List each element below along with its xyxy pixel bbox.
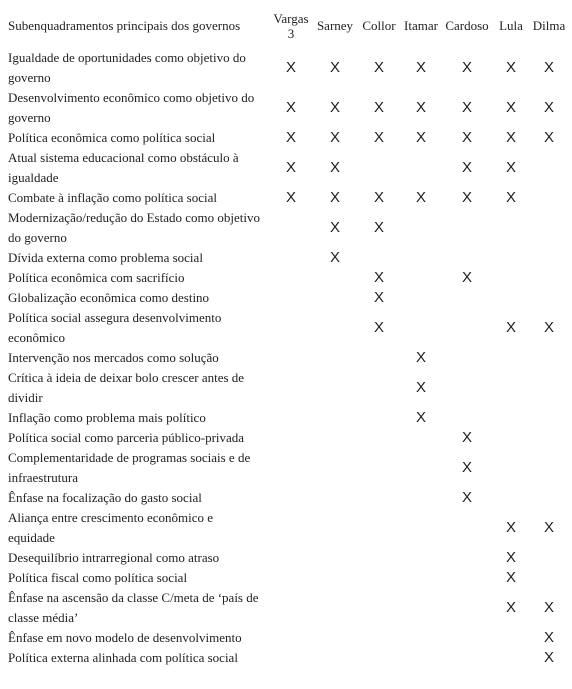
- mark-cell: [312, 508, 356, 548]
- mark-cell: X: [505, 599, 516, 616]
- mark-cell: [268, 288, 312, 308]
- mark-cell: [440, 548, 492, 568]
- mark-cell: X: [543, 599, 554, 616]
- row-label: Ênfase na ascensão da classe C/meta de ‘país de classe média’: [8, 590, 259, 625]
- mark-cell: [400, 548, 440, 568]
- mark-cell: [268, 488, 312, 508]
- mark-cell: [356, 368, 400, 408]
- mark-cell: X: [373, 219, 384, 236]
- mark-cell: X: [505, 569, 516, 586]
- table-row: [6, 548, 568, 568]
- mark-cell: [528, 568, 568, 588]
- mark-cell: [400, 588, 440, 628]
- mark-cell: [268, 268, 312, 288]
- header-vargas: Vargas 3: [273, 11, 309, 41]
- mark-cell: X: [543, 129, 554, 146]
- mark-cell: [492, 628, 528, 648]
- mark-cell: [356, 428, 400, 448]
- row-label: Atual sistema educacional como obstáculo à igualdade: [8, 150, 239, 185]
- mark-cell: [312, 568, 356, 588]
- row-label: Intervenção nos mercados como solução: [8, 350, 219, 365]
- mark-cell: X: [415, 129, 426, 146]
- mark-cell: [356, 348, 400, 368]
- mark-cell: [528, 268, 568, 288]
- table-row: [6, 488, 568, 508]
- mark-cell: [492, 488, 528, 508]
- mark-cell: [356, 508, 400, 548]
- header-subframes: Subenquadramentos principais dos governos: [8, 18, 241, 33]
- mark-cell: [268, 588, 312, 628]
- mark-cell: [528, 208, 568, 248]
- mark-cell: [400, 448, 440, 488]
- mark-cell: X: [373, 289, 384, 306]
- mark-cell: X: [543, 649, 554, 666]
- mark-cell: [268, 308, 312, 348]
- mark-cell: [400, 508, 440, 548]
- mark-cell: X: [461, 129, 472, 146]
- mark-cell: [312, 628, 356, 648]
- mark-cell: [400, 268, 440, 288]
- mark-cell: [268, 428, 312, 448]
- row-label: Aliança entre crescimento econômico e equidade: [8, 510, 214, 545]
- mark-cell: X: [461, 269, 472, 286]
- table-row: [6, 408, 568, 428]
- mark-cell: X: [329, 249, 340, 266]
- mark-cell: X: [505, 549, 516, 566]
- mark-cell: [492, 348, 528, 368]
- mark-cell: [528, 488, 568, 508]
- mark-cell: [440, 208, 492, 248]
- mark-cell: [492, 248, 528, 268]
- row-label: Inflação como problema mais político: [8, 410, 206, 425]
- mark-cell: [400, 208, 440, 248]
- table-row: [6, 268, 568, 288]
- mark-cell: [268, 368, 312, 408]
- mark-cell: [440, 248, 492, 268]
- mark-cell: X: [373, 99, 384, 116]
- row-label: Complementaridade de programas sociais e de infraestrutura: [8, 450, 251, 485]
- mark-cell: X: [373, 189, 384, 206]
- mark-cell: [528, 428, 568, 448]
- mark-cell: X: [329, 99, 340, 116]
- row-label: Globalização econômica como destino: [8, 290, 210, 305]
- mark-cell: X: [285, 99, 296, 116]
- header-dilma: Dilma: [532, 18, 566, 33]
- mark-cell: [400, 648, 440, 668]
- mark-cell: X: [543, 629, 554, 646]
- row-label: Ênfase na focalização do gasto social: [8, 490, 202, 505]
- table-row: [6, 248, 568, 268]
- mark-cell: X: [329, 189, 340, 206]
- mark-cell: X: [505, 519, 516, 536]
- mark-cell: [312, 588, 356, 628]
- mark-cell: [312, 488, 356, 508]
- mark-cell: X: [285, 159, 296, 176]
- mark-cell: [528, 448, 568, 488]
- mark-cell: [400, 428, 440, 448]
- mark-cell: [492, 288, 528, 308]
- table-header-row: [6, 4, 568, 48]
- mark-cell: [312, 308, 356, 348]
- mark-cell: X: [415, 379, 426, 396]
- row-label: Política externa alinhada com política social: [8, 650, 238, 665]
- mark-cell: [528, 188, 568, 208]
- mark-cell: X: [505, 159, 516, 176]
- mark-cell: X: [505, 59, 516, 76]
- row-label: Desequilíbrio intrarregional como atraso: [8, 550, 220, 565]
- mark-cell: X: [415, 349, 426, 366]
- mark-cell: X: [329, 59, 340, 76]
- mark-cell: [440, 308, 492, 348]
- table-row: [6, 628, 568, 648]
- mark-cell: [268, 628, 312, 648]
- mark-cell: [356, 148, 400, 188]
- row-label: Desenvolvimento econômico como objetivo do governo: [8, 90, 255, 125]
- mark-cell: [400, 308, 440, 348]
- mark-cell: [492, 208, 528, 248]
- mark-cell: X: [415, 59, 426, 76]
- mark-cell: [356, 488, 400, 508]
- mark-cell: X: [373, 129, 384, 146]
- table-row: [6, 188, 568, 208]
- mark-cell: X: [329, 219, 340, 236]
- mark-cell: X: [543, 99, 554, 116]
- table-row: [6, 308, 568, 348]
- mark-cell: X: [329, 129, 340, 146]
- table-row: [6, 288, 568, 308]
- mark-cell: [440, 648, 492, 668]
- mark-cell: [356, 628, 400, 648]
- mark-cell: [356, 588, 400, 628]
- mark-cell: [528, 368, 568, 408]
- mark-cell: [400, 628, 440, 648]
- mark-cell: X: [415, 99, 426, 116]
- table-row: [6, 88, 568, 128]
- mark-cell: X: [461, 159, 472, 176]
- mark-cell: [356, 448, 400, 488]
- mark-cell: X: [285, 129, 296, 146]
- mark-cell: [440, 628, 492, 648]
- row-label: Política econômica com sacrifício: [8, 270, 185, 285]
- mark-cell: [492, 268, 528, 288]
- mark-cell: [312, 288, 356, 308]
- mark-cell: X: [461, 489, 472, 506]
- mark-cell: [312, 648, 356, 668]
- mark-cell: [268, 448, 312, 488]
- mark-cell: [528, 248, 568, 268]
- table-row: [6, 208, 568, 248]
- mark-cell: X: [461, 429, 472, 446]
- mark-cell: [312, 448, 356, 488]
- table-row: [6, 508, 568, 548]
- mark-cell: X: [285, 59, 296, 76]
- mark-cell: [492, 448, 528, 488]
- mark-cell: [528, 548, 568, 568]
- mark-cell: [268, 208, 312, 248]
- mark-cell: [492, 648, 528, 668]
- mark-cell: [268, 508, 312, 548]
- table-row: [6, 568, 568, 588]
- header-cardoso: Cardoso: [445, 18, 489, 33]
- mark-cell: [528, 288, 568, 308]
- mark-cell: [268, 408, 312, 428]
- mark-cell: [312, 368, 356, 408]
- row-label: Crítica à ideia de deixar bolo crescer antes de dividir: [8, 370, 245, 405]
- mark-cell: X: [285, 189, 296, 206]
- mark-cell: [356, 408, 400, 428]
- mark-cell: [440, 508, 492, 548]
- mark-cell: X: [505, 99, 516, 116]
- table-row: [6, 588, 568, 628]
- mark-cell: [268, 568, 312, 588]
- mark-cell: [268, 648, 312, 668]
- mark-cell: X: [543, 59, 554, 76]
- mark-cell: [356, 648, 400, 668]
- mark-cell: X: [373, 59, 384, 76]
- row-label: Política econômica como política social: [8, 130, 216, 145]
- mark-cell: X: [415, 189, 426, 206]
- header-lula: Lula: [499, 18, 523, 33]
- mark-cell: X: [543, 519, 554, 536]
- mark-cell: [440, 368, 492, 408]
- mark-cell: [440, 348, 492, 368]
- mark-cell: X: [415, 409, 426, 426]
- mark-cell: [312, 408, 356, 428]
- mark-cell: [440, 408, 492, 428]
- mark-cell: [440, 588, 492, 628]
- mark-cell: [312, 268, 356, 288]
- mark-cell: X: [505, 319, 516, 336]
- row-label: Dívida externa como problema social: [8, 250, 203, 265]
- row-label: Ênfase em novo modelo de desenvolvimento: [8, 630, 242, 645]
- mark-cell: [440, 568, 492, 588]
- table-row: [6, 48, 568, 88]
- table-row: [6, 428, 568, 448]
- mark-cell: [528, 348, 568, 368]
- table-row: [6, 648, 568, 668]
- mark-cell: [312, 548, 356, 568]
- mark-cell: X: [505, 129, 516, 146]
- mark-cell: [400, 248, 440, 268]
- mark-cell: X: [373, 269, 384, 286]
- mark-cell: [440, 288, 492, 308]
- mark-cell: [492, 428, 528, 448]
- mark-cell: [528, 148, 568, 188]
- mark-cell: [400, 288, 440, 308]
- header-collor: Collor: [362, 18, 396, 33]
- mark-cell: X: [329, 159, 340, 176]
- table-row: [6, 128, 568, 148]
- mark-cell: [356, 248, 400, 268]
- table-body: [6, 48, 568, 668]
- row-label: Política fiscal como política social: [8, 570, 188, 585]
- table-row: [6, 348, 568, 368]
- mark-cell: X: [461, 99, 472, 116]
- row-label: Igualdade de oportunidades como objetivo do governo: [8, 50, 246, 85]
- mark-cell: [268, 348, 312, 368]
- mark-cell: X: [461, 459, 472, 476]
- mark-cell: [268, 548, 312, 568]
- table-row: [6, 448, 568, 488]
- header-sarney: Sarney: [316, 18, 354, 33]
- table-row: [6, 148, 568, 188]
- table-row: [6, 368, 568, 408]
- mark-cell: [400, 488, 440, 508]
- mark-cell: [492, 408, 528, 428]
- mark-cell: [356, 568, 400, 588]
- mark-cell: [400, 148, 440, 188]
- row-label: Combate à inflação como política social: [8, 190, 218, 205]
- mark-cell: X: [461, 59, 472, 76]
- mark-cell: X: [505, 189, 516, 206]
- mark-cell: X: [461, 189, 472, 206]
- subframes-table: [6, 4, 568, 668]
- row-label: Política social assegura desenvolvimento econômico: [8, 310, 222, 345]
- mark-cell: [492, 368, 528, 408]
- mark-cell: X: [543, 319, 554, 336]
- mark-cell: [400, 568, 440, 588]
- row-label: Política social como parceria público-privada: [8, 430, 245, 445]
- mark-cell: [528, 408, 568, 428]
- mark-cell: X: [373, 319, 384, 336]
- header-itamar: Itamar: [404, 18, 438, 33]
- row-label: Modernização/redução do Estado como objetivo do governo: [8, 210, 260, 245]
- mark-cell: [268, 248, 312, 268]
- mark-cell: [312, 348, 356, 368]
- mark-cell: [356, 548, 400, 568]
- mark-cell: [312, 428, 356, 448]
